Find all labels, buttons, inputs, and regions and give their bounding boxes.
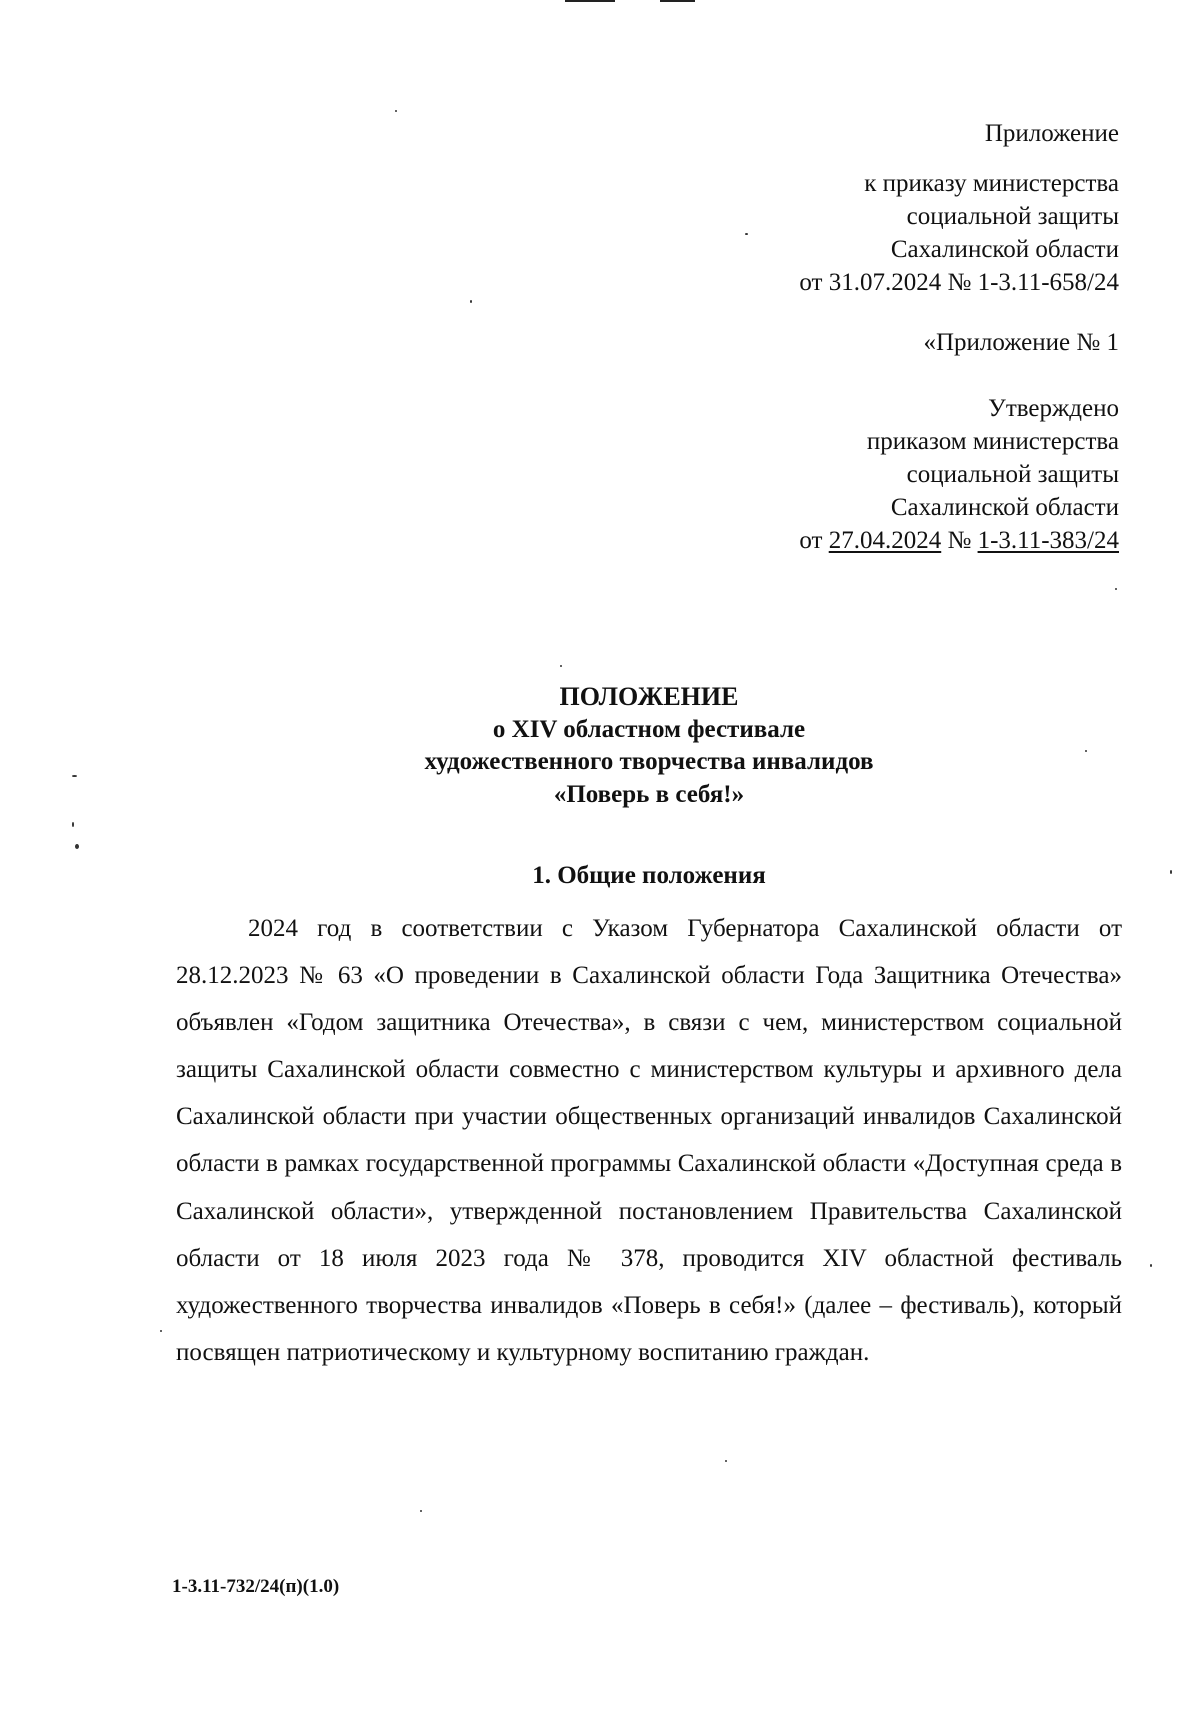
order-ref-line: к приказу министерства [864, 170, 1119, 197]
scan-speck [1150, 1264, 1152, 1267]
scan-speck [72, 822, 74, 827]
scan-speck [1085, 750, 1087, 752]
document-title [176, 681, 1122, 811]
approved-line: социальной защиты [906, 461, 1119, 488]
scan-speck [560, 665, 562, 667]
scan-speck [745, 233, 748, 235]
section-paragraph: 2024 год в соответствии с Указом Губернатора Сахалинской области от 28.12.2023 № 63 «О проведении в Сахалинской области Года Защитника Отечества» объявлен «Годом защитника Отечества», в связи с чем, министерством социальной защиты Сахалинской области совместно с министерством культуры и архивного дела Сахалинской области при участии общественных организаций инвалидов Сахалинской области в рамках государственной программы Сахалинской области «Доступная среда в Сахалинской области», утвержденной постановлением Правительства Сахалинской области от 18 июля 2023 года № 378, проводится XIV областной фестиваль художественного творчества инвалидов «Поверь в себя!» (далее – фестиваль), который посвящен патриотическому и культурному воспитанию граждан. [176, 915, 1122, 1366]
approved-date: 27.04.2024 [828, 527, 942, 554]
scan-speck [72, 775, 77, 777]
approved-date-line [799, 524, 1119, 557]
approved-line: Утверждено [988, 395, 1119, 422]
approved-number: 1-3.11-383/24 [977, 527, 1119, 554]
title-line: «Поверь в себя!» [553, 780, 745, 808]
scan-speck [420, 1510, 422, 1512]
scan-edge-mark [660, 0, 695, 2]
scan-speck [1115, 588, 1117, 590]
scan-speck [1170, 870, 1172, 874]
order-ref-line: от 31.07.2024 № 1-3.11-658/24 [799, 269, 1119, 296]
section-heading: 1. Общие положения [532, 862, 766, 889]
scan-speck [160, 1330, 162, 1332]
title-line: художественного творчества инвалидов [424, 748, 874, 775]
scan-speck [75, 844, 79, 849]
approved-line: Сахалинской области [890, 494, 1119, 521]
title-line: ПОЛОЖЕНИЕ [559, 682, 739, 711]
approval-block [799, 392, 1119, 557]
number-prefix: № [941, 527, 978, 554]
document-code: 1-3.11-732/24(п)(1.0) [172, 1576, 340, 1597]
scan-speck [470, 300, 472, 303]
appendix-header [985, 117, 1119, 150]
appendix-order-reference [799, 167, 1119, 299]
scan-speck [395, 110, 397, 112]
scan-speck [725, 1460, 727, 1462]
order-ref-line: социальной защиты [906, 203, 1119, 230]
appendix-1-label [923, 326, 1119, 359]
appendix-1-title: «Приложение № 1 [923, 329, 1119, 356]
approved-line: приказом министерства [866, 428, 1119, 455]
scan-edge-mark [565, 0, 615, 2]
date-prefix: от [799, 527, 829, 554]
appendix-title: Приложение [984, 120, 1119, 147]
title-line: о XIV областном фестивале [492, 715, 806, 743]
order-ref-line: Сахалинской области [890, 236, 1119, 263]
